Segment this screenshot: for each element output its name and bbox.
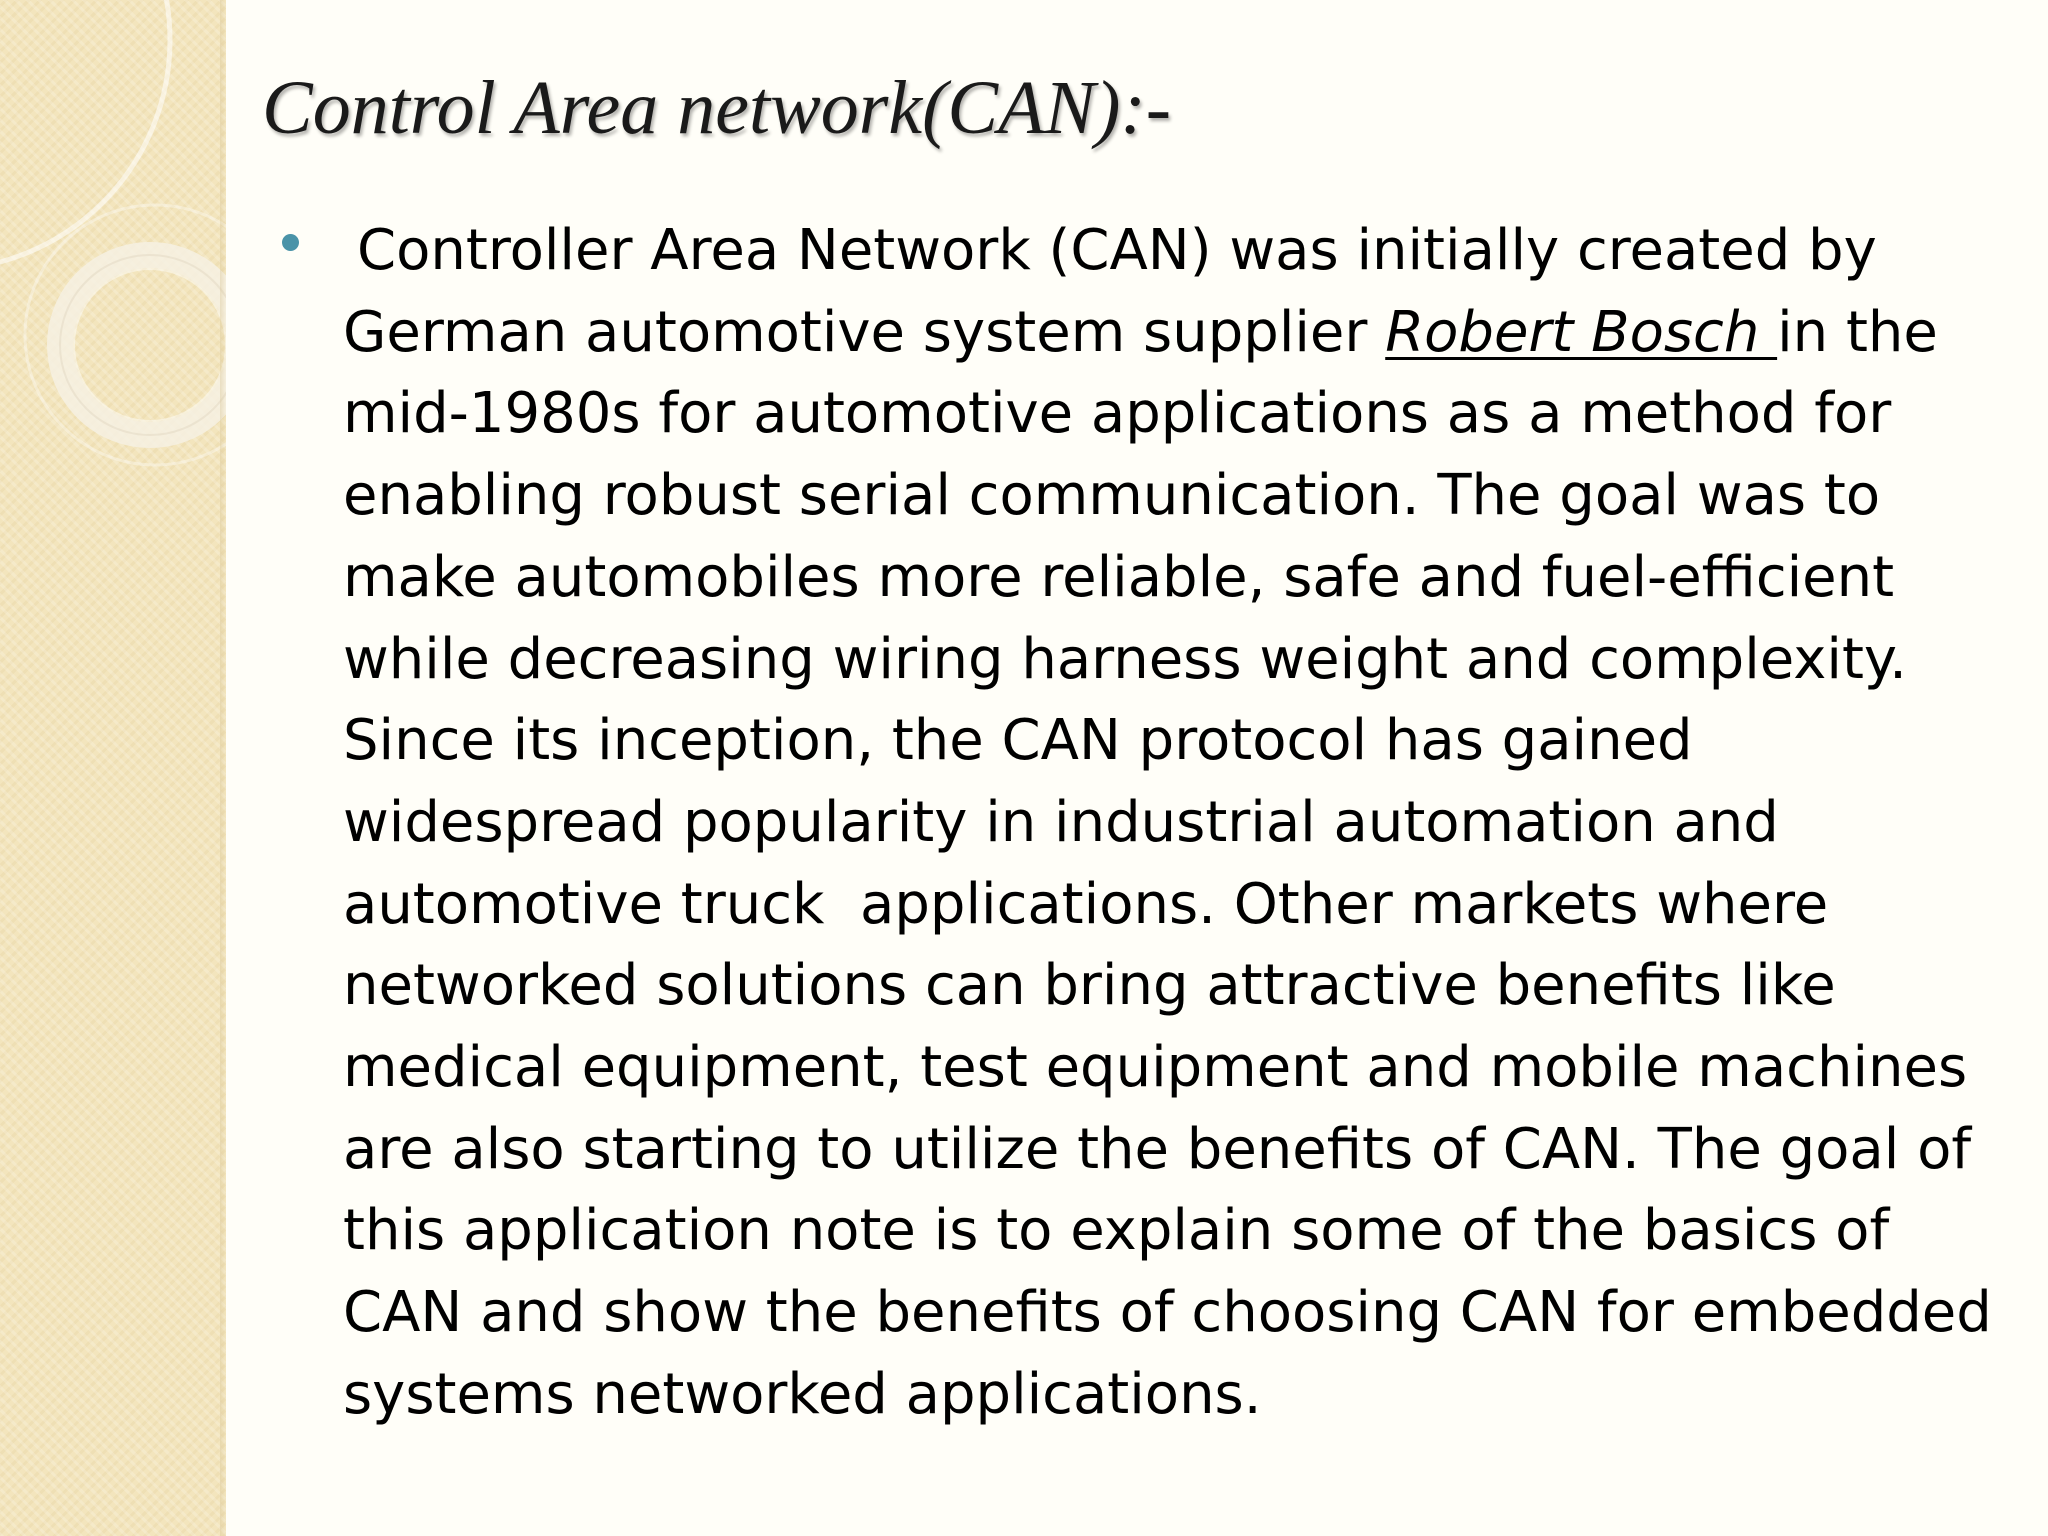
decorative-side-band [0, 0, 226, 1536]
text-line: Since its inception, the CAN protocol has gained [343, 708, 1693, 774]
text-line: enabling robust serial communication. The goal was to [343, 463, 1881, 529]
bullet-icon [282, 234, 299, 251]
bullet-paragraph [343, 210, 1993, 1436]
text-line: mid-1980s for automotive applications as a method for [343, 381, 1892, 447]
text-line-2 [343, 292, 1993, 374]
text-line-1: Controller Area Network (CAN) was initially created by [357, 218, 1877, 283]
text-line: this application note is to explain some of the basics of [343, 1198, 1890, 1264]
text-fragment: in the [1777, 299, 1938, 365]
text-line: while decreasing wiring harness weight and complexity. [343, 626, 1907, 692]
slide-title: Control Area network(CAN):- [262, 66, 1172, 150]
text-fragment: German automotive system supplier [343, 299, 1386, 365]
text-line: are also starting to utilize the benefits of CAN. The goal of [343, 1116, 1972, 1182]
text-line: networked solutions can bring attractive benefits like [343, 953, 1836, 1019]
text-line: medical equipment, test equipment and mobile machines [343, 1035, 1968, 1101]
text-line: systems networked applications. [343, 1361, 1262, 1427]
decorative-rings [0, 0, 226, 520]
robert-bosch-link[interactable]: Robert Bosch [1385, 299, 1778, 365]
text-line: widespread popularity in industrial automation and [343, 789, 1779, 855]
text-line: automotive truck applications. Other markets where [343, 871, 1829, 937]
text-line: CAN and show the benefits of choosing CAN for embedded [343, 1280, 1992, 1346]
text-line: make automobiles more reliable, safe and fuel-efficient [343, 544, 1895, 610]
